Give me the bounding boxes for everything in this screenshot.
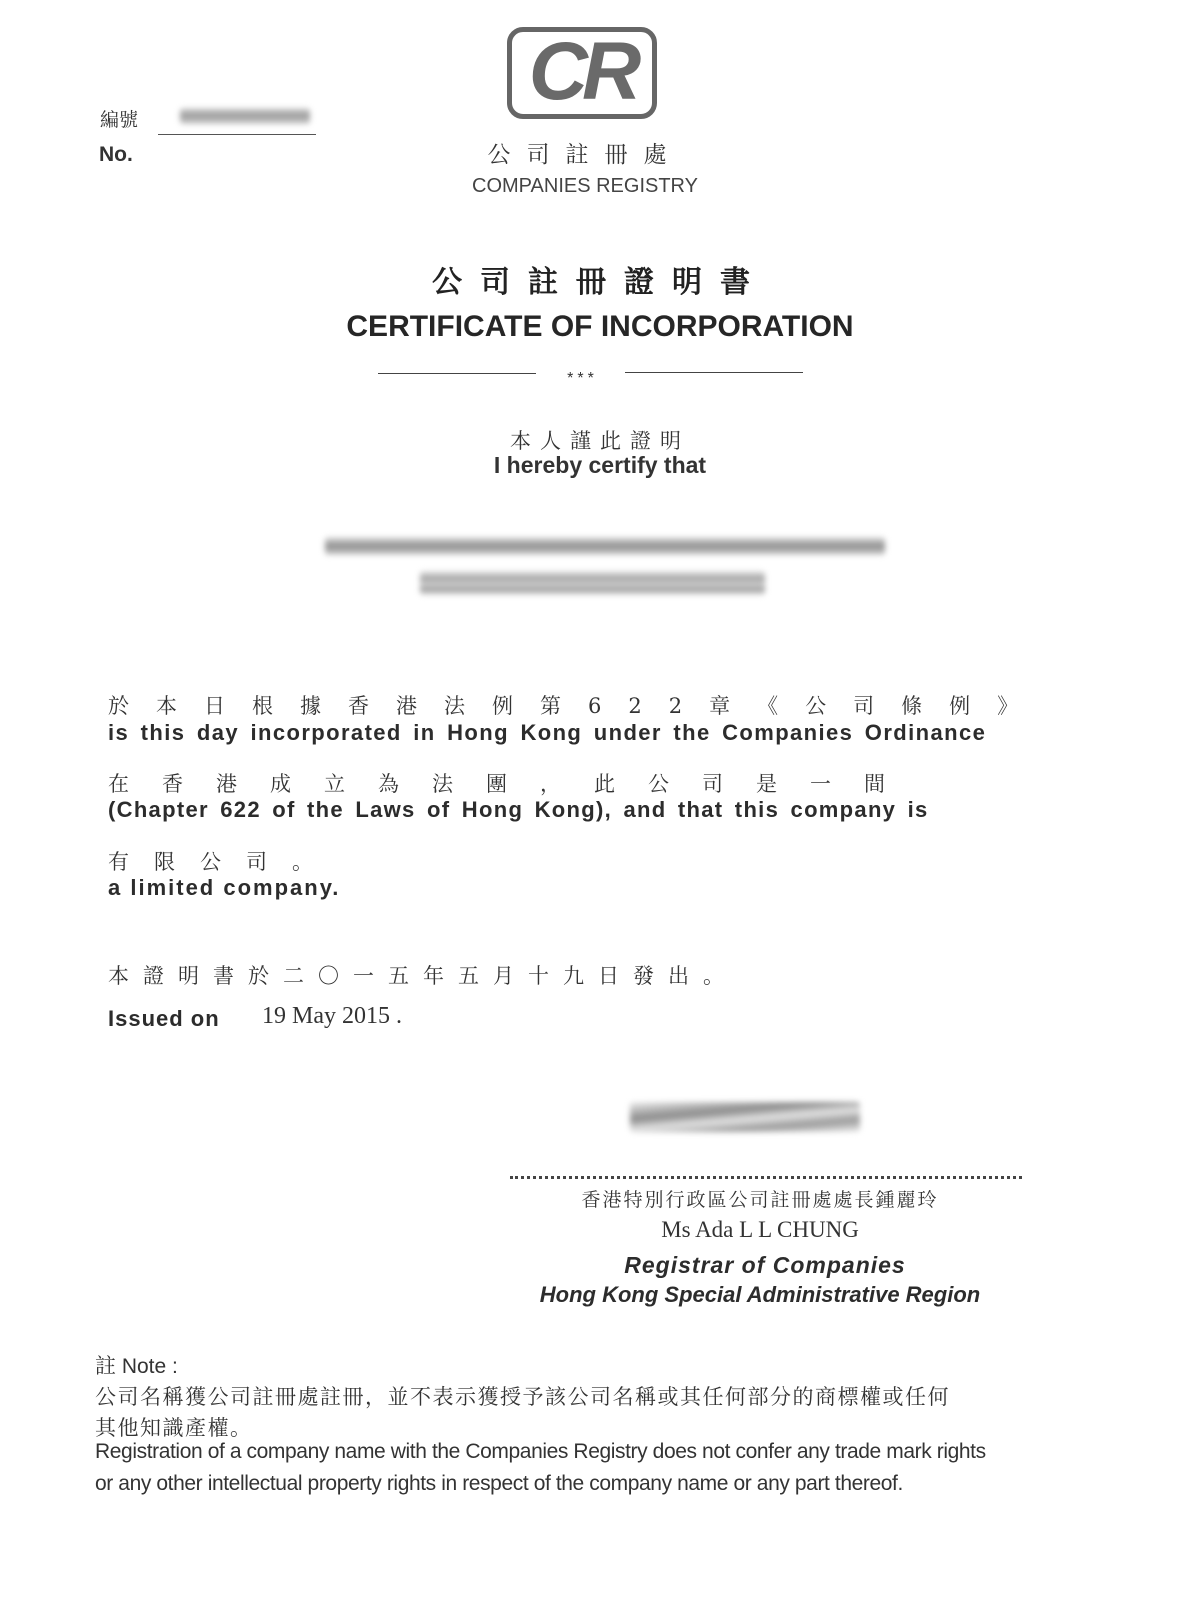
certify-zh: 本人謹此證明 bbox=[510, 429, 690, 453]
body-line3-en: a limited company. bbox=[108, 875, 341, 900]
ornament-line-left bbox=[378, 373, 536, 374]
redacted-signature bbox=[630, 1102, 860, 1132]
signatory-title-zh: 香港特別行政區公司註冊處處長鍾麗玲 bbox=[581, 1189, 939, 1211]
ornament-line-right bbox=[625, 372, 803, 373]
body-line2-en: (Chapter 622 of the Laws of Hong Kong), and that this company is bbox=[108, 797, 929, 822]
body-line3-zh: 有限公司。 bbox=[108, 850, 338, 874]
certify-en: I hereby certify that bbox=[493, 452, 707, 478]
certificate-title-en: CERTIFICATE OF INCORPORATION bbox=[346, 310, 854, 343]
issue-date-en: 19 May 2015 . bbox=[262, 1003, 402, 1029]
number-underline bbox=[158, 134, 316, 135]
redacted-company-name-zh bbox=[420, 571, 765, 595]
cr-logo: CR bbox=[528, 26, 636, 117]
note-en-line2: or any other intellectual property rights in respect of the company name or any part thereof. bbox=[95, 1472, 903, 1495]
note-zh-line2: 其他知識產權。 bbox=[95, 1416, 253, 1440]
redacted-company-name-en bbox=[325, 537, 885, 555]
signatory-title-en-1: Registrar of Companies bbox=[624, 1252, 906, 1278]
note-heading: 註 Note : bbox=[95, 1355, 178, 1378]
registry-name-zh: 公司註冊處 bbox=[487, 142, 683, 168]
registry-name-en: COMPANIES REGISTRY bbox=[472, 175, 698, 197]
ornament-stars: *** bbox=[567, 370, 598, 387]
body-line1-zh: 於本日根據香港法例第622章《公司條例》 bbox=[108, 694, 1046, 718]
number-label-zh: 編號 bbox=[100, 109, 139, 131]
note-zh-line1: 公司名稱獲公司註冊處註冊，並不表示獲授予該公司名稱或其任何部分的商標權或任何 bbox=[95, 1385, 950, 1409]
issued-on-label: Issued on bbox=[108, 1006, 220, 1031]
body-line2-zh: 在香港成立為法團，此公司是一間 bbox=[108, 772, 918, 796]
body-line1-en: is this day incorporated in Hong Kong under the Companies Ordinance bbox=[108, 720, 987, 745]
signature-dotted-line bbox=[510, 1176, 1022, 1179]
redacted-number bbox=[180, 108, 310, 124]
number-label-en: No. bbox=[99, 143, 133, 166]
certificate-title-zh: 公司註冊證明書 bbox=[432, 265, 768, 300]
note-en-line1: Registration of a company name with the Companies Registry does not confer any trade mark rights bbox=[95, 1440, 986, 1463]
issue-date-zh: 本證明書於二〇一五年五月十九日發出。 bbox=[108, 964, 738, 988]
signatory-name: Ms Ada L L CHUNG bbox=[661, 1217, 859, 1242]
signatory-title-en-2: Hong Kong Special Administrative Region bbox=[539, 1282, 981, 1307]
